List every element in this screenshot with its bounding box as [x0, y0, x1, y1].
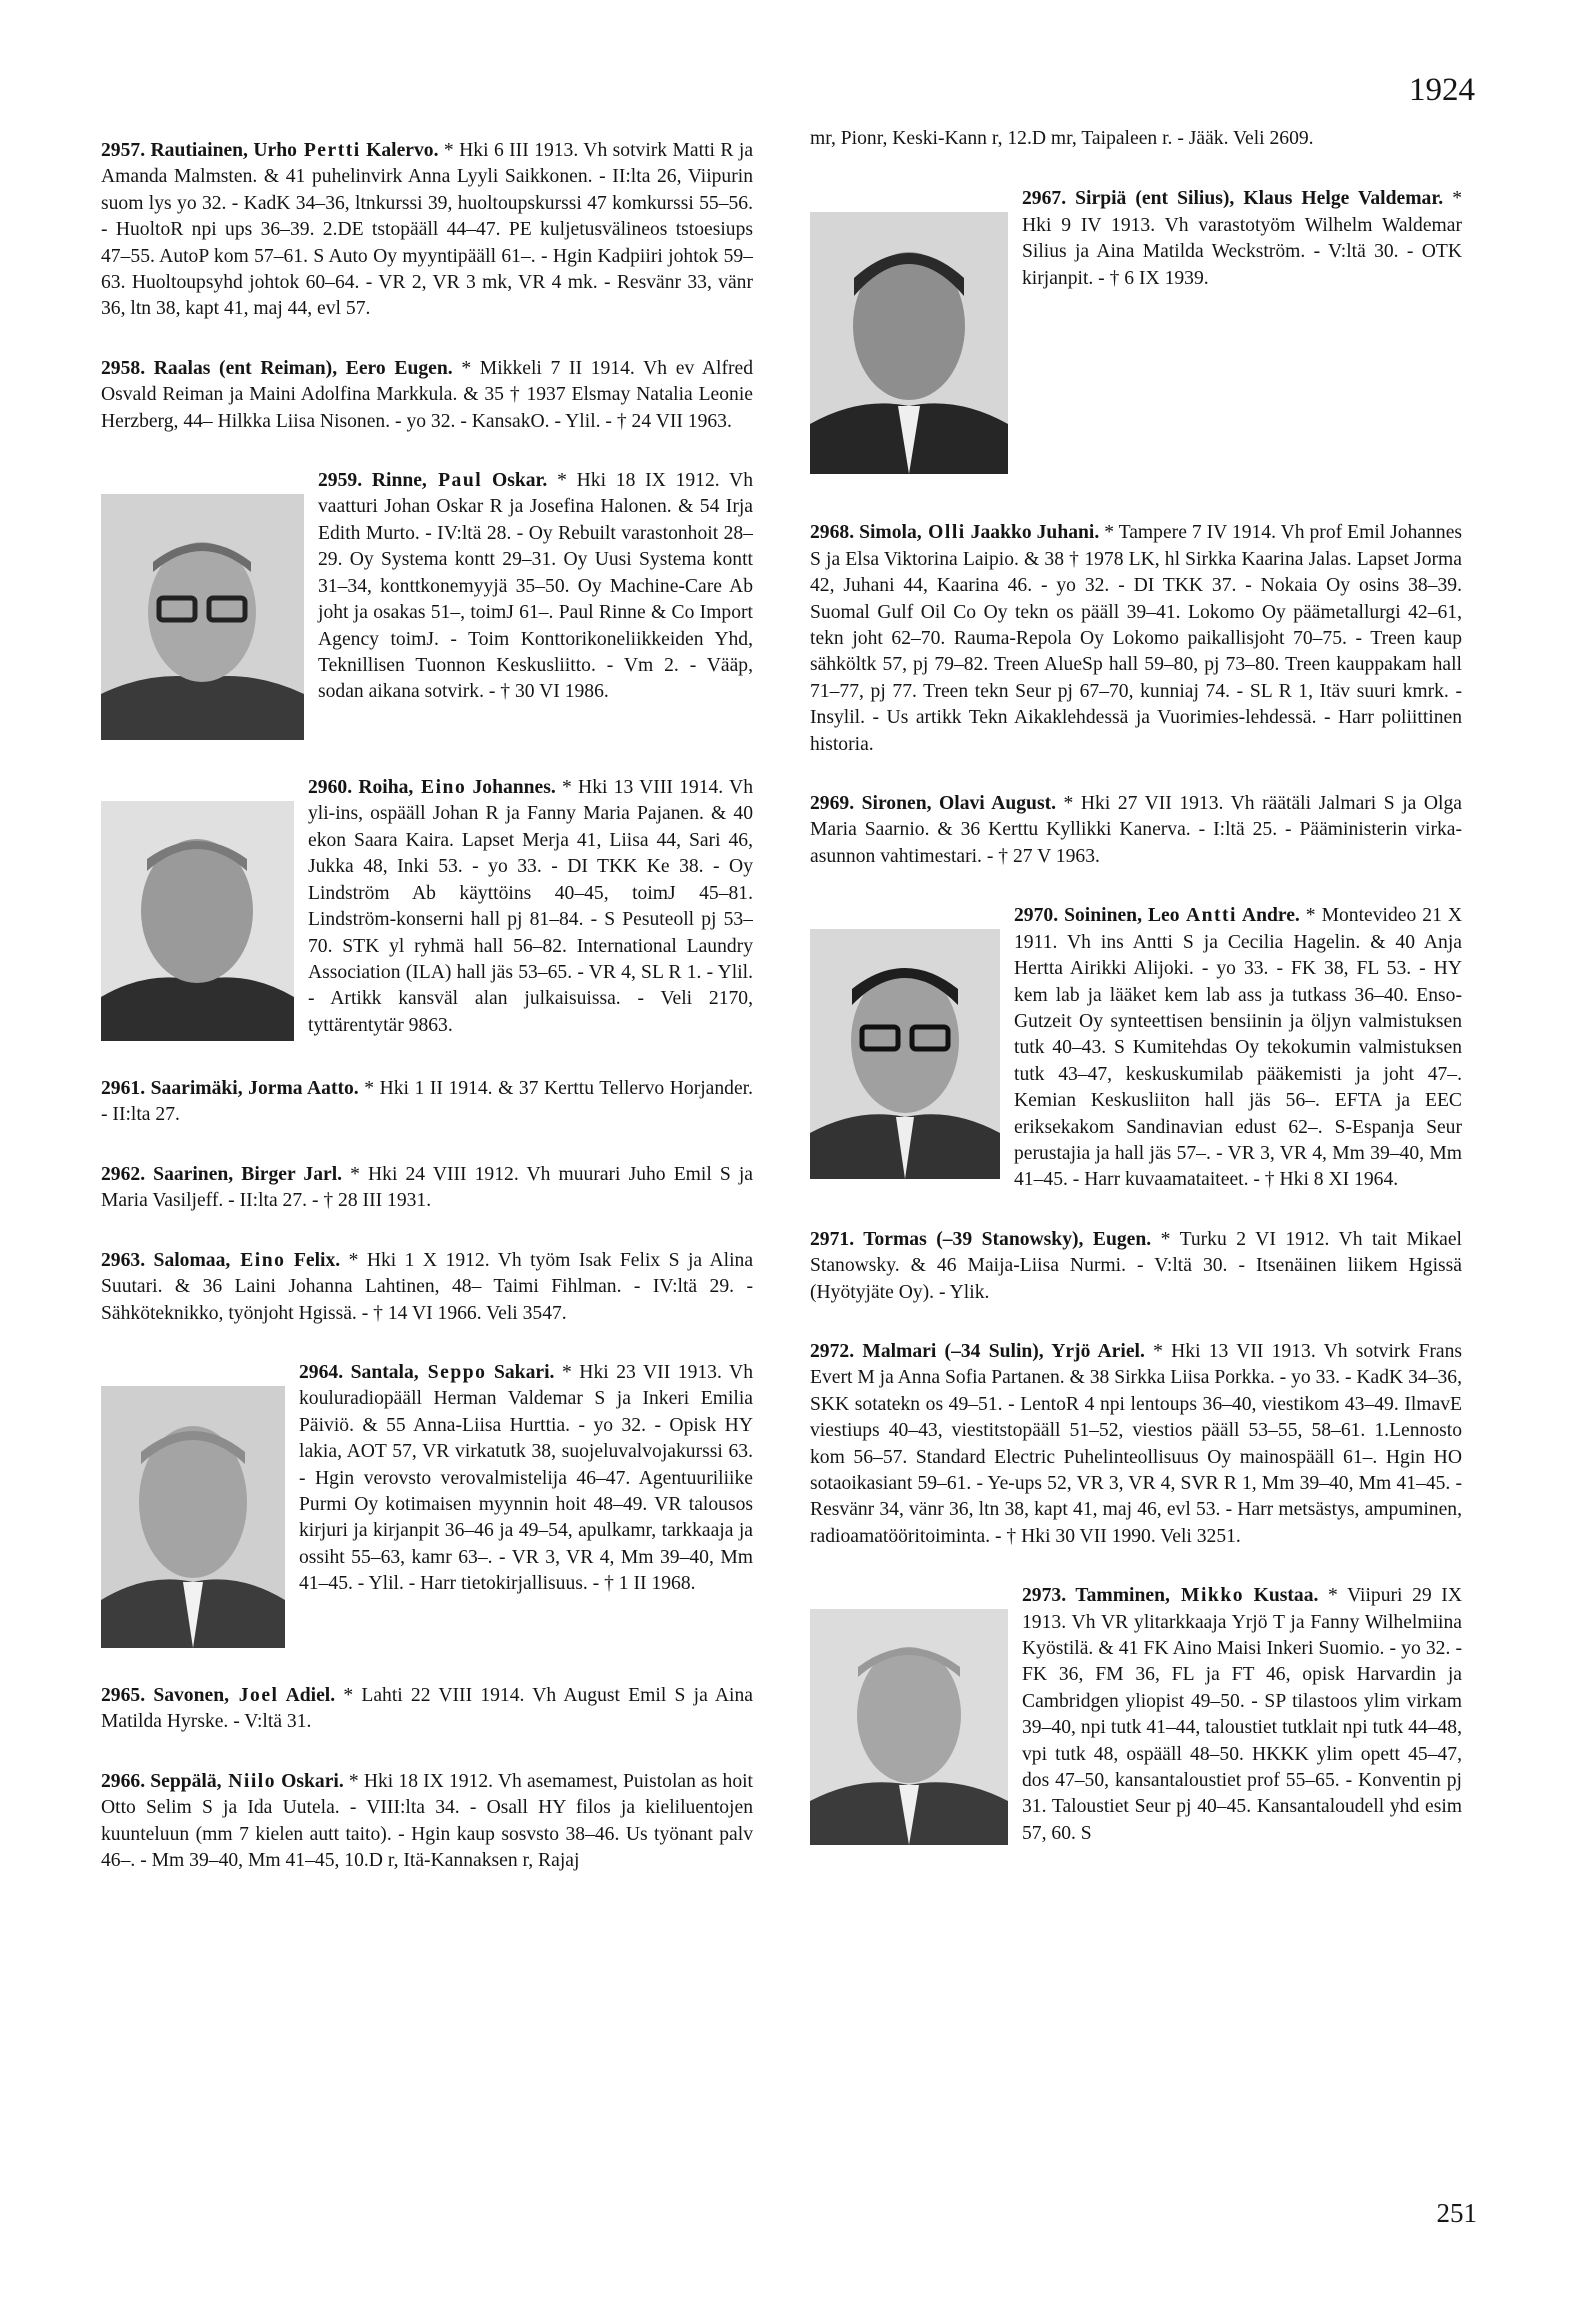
entry-given-rest: Oskar.	[482, 470, 548, 492]
entry-given-rest: Adiel.	[278, 1684, 336, 1706]
entry-body: * Hki 6 III 1913. Vh sotvirk Matti R ja Amanda Malmsten. & 41 puhelinvirk Anna Lyyli Saikkonen. - II:lta 26, Viipurin suom lys yo 32. - KadK 34–36, ltnkurssi 39, huoltoupskurssi 47 komkurssi 55–56. - HuoltoR npi ups 36–39. 2.DE tstopääll 44–47. PE kuljetusvälineos tstoesiups 47–55. AutoP kom 57–61. S Auto Oy myyntipääll 61–. - Hgin Kadpiiri johtok 59–63. Huoltoupsyhd johtok 60–64. - VR 2, VR 3 mk, VR 4 mk. - Resvänr 33, vänr 36, ltn 38, kapt 41, maj 44, evl 57.	[101, 140, 753, 320]
entry-name: Roiha,	[358, 777, 414, 799]
entry-2971: 2971. Tormas (–39 Stanowsky), Eugen. * Turku 2 VI 1912. Vh tait Mikael Stanowsky. & 46 Maija-Liisa Nurmi. - V:ltä 30. - Itsenäinen liikem Hgissä (Hyötyjäte Oy). - Ylik.	[810, 1228, 1462, 1303]
left-column	[101, 138, 753, 1907]
entry-name: Simola,	[859, 522, 922, 544]
entry-2959: 2959. Rinne, Paul Oskar. * Hki 18 IX 1912. Vh vaatturi Johan Oskar R ja Josefina Halonen. & 54 Irja Edith Murto. - IV:ltä 28. - Oy Rebuilt varastonhoit 28–29. Oy Systema kontt 29–31. Oy Uusi Systema kontt 31–34, konttkonemyyjä 35–50. Oy Machine-Care Ab joht ja osakas 51–, toimJ 61–. Paul Rinne & Co Import Agency toimJ. - Toim Konttorikoneliikkeiden Yhd, Teknillisen Tuonnon Keskusliitto. - Vm 2. - Vääp, sodan aikana sotvirk. - † 30 VI 1986.	[101, 468, 753, 742]
portrait-photo	[101, 1386, 285, 1648]
entry-given-name: Niilo	[221, 1770, 277, 1792]
entry-2958: 2958. Raalas (ent Reiman), Eero Eugen. * Mikkeli 7 II 1914. Vh ev Alfred Osvald Reiman ja Maini Adolfina Markkula. & 35 † 1937 Elsmay Natalia Leonie Herzberg, 44– Hilkka Liisa Nisonen. - yo 32. - KansakO. - Ylil. - † 24 VII 1963.	[101, 357, 753, 432]
entry-body: * Hki 13 VII 1913. Vh sotvirk Frans Evert M ja Anna Sofia Partanen. & 38 Sirkka Liisa Porkka. - yo 33. - KadK 34–36, SKK sotatekn os 49–51. - LentoR 4 npi lentoups 36–40, viestikom 43–49. IlmavE viestiups 40–43, viestitstopääll 51–52, viestios pääll 53–55, 58–61. 1.Lennosto kom 56–57. Standard Electric Puhelinteollisuus Oy mainospääll 61–. Hgin HO sotaoikasiant 59–61. - Ye-ups 52, VR 3, VR 4, SVR R 1, Mm 39–40, Mm 41–45. - Resvänr 34, vänr 36, ltn 38, kapt 41, maj 46, evl 53. - Harr metsästys, ampuminen, radioamatööritoiminta. - † Hki 30 VII 1990. Veli 3251.	[810, 1340, 1462, 1547]
portrait-photo	[810, 1609, 1008, 1845]
portrait-photo	[101, 801, 294, 1041]
entry-name: Rinne,	[371, 470, 427, 492]
entry-body: * Mikkeli 7 II 1914. Vh ev Alfred Osvald Reiman ja Maini Adolfina Markkula. & 35 † 1937 Elsmay Natalia Leonie Herzberg, 44– Hilkka Liisa Nisonen. - yo 32. - KansakO. - Ylil. - † 24 VII 1963.	[101, 357, 753, 432]
entry-body: * Viipuri 29 IX 1913. Vh VR ylitarkkaaja Yrjö T ja Fanny Wilhelmiina Kyöstilä. & 41 FK Aino Maisi Inkeri Suomio. - yo 32. - FK 36, FM 36, FL ja FT 46, opisk Harvardin ja Cambridgen yliopist 49–50. - SP tilastoos ylim virkam 39–40, npi tutk 41–44, taloustiet tutklait npi tutk 44–48, vpi tutk 48, ospääll 48–50. HKKK ylim opett 45–47, dos 47–50, kansantaloustiet prof 55–65. - Konventin pj 31. Taloustiet Seur pj 40–45. Kansantaloudell yhd esim 57, 60. S	[1022, 1585, 1462, 1844]
entry-number: 2959	[318, 470, 358, 492]
entry-2969: 2969. Sironen, Olavi August. * Hki 27 VII 1913. Vh räätäli Jalmari S ja Olga Maria Saarnio. & 36 Kerttu Kyllikki Kanerva. - I:ltä 25. - Pääministerin virka-asunnon vahtimestari. - † 27 V 1963.	[810, 793, 1462, 867]
entry-body: * Tampere 7 IV 1914. Vh prof Emil Johannes S ja Elsa Viktorina Laipio. & 38 † 1978 LK, hl Sirkka Kaarina Jalas. Lapset Jorma 42, Juhani 44, Kaarina 46. - yo 32. - DI TKK 37. - Nokaia Oy osins 38–39. Suomal Gulf Oil Co Oy tekn os pääll 39–41. Lokomo Oy päämetallurgi 42–61, tekn joht 62–70. Rauma-Repola Oy Lokomo paikallisjoht 70–75. - Treen kaup sähköltk 57, pj 79–82. Treen AlueSp hall 59–80, pj 73–80. Treen kauppakam hall 71–77, pj 77. Treen tekn Seur pj 67–70, kunniaj 74. - SL R 1, Itäv suuri kmrk. - Insylil. - Us artikk Tekn Aikaklehdessä ja Vuorimies-lehdessä. - Harr poliittinen historia.	[810, 522, 1462, 755]
entry-name: Rautiainen, Urho	[150, 140, 297, 161]
entry-name: Malmari (–34 Sulin), Yrjö Ariel.	[862, 1340, 1145, 1362]
entry-number: 2957	[101, 140, 141, 161]
entry-given-name: Seppo	[418, 1361, 487, 1383]
entry-name: Seppälä,	[150, 1770, 222, 1792]
entry-2960: 2960. Roiha, Eino Johannes. * Hki 13 VIII 1914. Vh yli-ins, ospääll Johan R ja Fanny Maria Pajanen. & 40 ekon Saara Kaira. Lapset Merja 41, Liisa 44, Sari 46, Jukka 48, Inki 53. - yo 33. - DI TKK Ke 38. - Oy Lindström Ab käyttöins 40–45, toimJ 45–81. Lindström-konserni hall pj 81–84. - S Pesuteoll pj 53–70. STK yl ryhmä hall 56–82. International Laundry Association (ILA) hall jäs 53–65. - VR 4, SL R 1. - Ylil. - Artikk kansväl alan julkaisuissa. - Veli 2170, tyttärentytär 9863.	[101, 775, 753, 1043]
entry-name: Saarinen, Birger Jarl.	[153, 1163, 343, 1185]
entry-body: mr, Pionr, Keski-Kann r, 12.D mr, Taipaleen r. - Jääk. Veli 2609.	[810, 128, 1314, 149]
entry-2973: 2973. Tamminen, Mikko Kustaa. * Viipuri 29 IX 1913. Vh VR ylitarkkaaja Yrjö T ja Fanny Wilhelmiina Kyöstilä. & 41 FK Aino Maisi Inkeri Suomio. - yo 32. - FK 36, FM 36, FL ja FT 46, opisk Harvardin ja Cambridgen yliopist 49–50. - SP tilastoos ylim virkam 39–40, npi tutk 41–44, taloustiet tutklait npi tutk 44–48, vpi tutk 48, ospääll 48–50. HKKK ylim opett 45–47, dos 47–50, kansantaloustiet prof 55–65. - Konventin pj 31. Taloustiet Seur pj 40–45. Kansantaloudell yhd esim 57, 60. S	[810, 1583, 1462, 1847]
entry-body: * Hki 24 VIII 1912. Vh muurari Juho Emil S ja Maria Vasiljeff. - II:lta 27. - † 28 III 1931.	[101, 1163, 753, 1212]
page-year: 1924	[1409, 72, 1475, 108]
entry-number: 2963	[101, 1249, 141, 1271]
page-number: 251	[1436, 2198, 1477, 2228]
entry-number: 2967	[1022, 188, 1062, 210]
entry-name: Sirpiä (ent Silius), Klaus Helge Valdemar.	[1075, 188, 1444, 210]
entry-body: * Hki 27 VII 1913. Vh räätäli Jalmari S ja Olga Maria Saarnio. & 36 Kerttu Kyllikki Kanerva. - I:ltä 25. - Pääministerin virka-asunnon vahtimestari. - † 27 V 1963.	[810, 793, 1462, 867]
entry-body: * Hki 18 IX 1912. Vh asemamest, Puistolan as hoit Otto Selim S ja Ida Uutela. - VIII:lta 34. - Osall HY filos ja kieliluentojen kuunteluun (mm 7 kielen autt taito). - Hgin kaup sosvsto 38–46. Us työnant palv 46–. - Mm 39–40, Mm 41–45, 10.D r, Itä-Kannaksen r, Rajaj	[101, 1770, 753, 1871]
entry-given-name: Paul	[426, 470, 483, 492]
entry-body: * Hki 1 II 1914. & 37 Kerttu Tellervo Horjander. - II:lta 27.	[101, 1078, 753, 1126]
entry-2961: 2961. Saarimäki, Jorma Aatto. * Hki 1 II 1914. & 37 Kerttu Tellervo Horjander. - II:lta 27.	[101, 1078, 753, 1126]
entry-body: * Hki 23 VII 1913. Vh kouluradiopääll Herman Valdemar S ja Inkeri Emilia Päiviö. & 55 Anna-Liisa Hurttia. - yo 32. - Opisk HY lakia, AOT 57, VR virkatutk 38, suojeluvalvojakurssi 63. - Hgin verovsto verovalmistelija 46–47. Agentuuriliike Purmi Oy kotimaisen myynnin hoit 48–49. VR talousos kirjuri ja kirjanpit 36–46 ja 49–54, apulkamr, tarkkaaja ja ossiht 55–63, kamr 63–. - VR 3, VR 4, Mm 39–40, Mm 41–45. - Ylil. - Harr tietokirjallisuus. - † 1 II 1968.	[299, 1361, 753, 1595]
entry-2970: 2970. Soininen, Leo Antti Andre. * Montevideo 21 X 1911. Vh ins Antti S ja Cecilia Hagelin. & 40 Anja Hertta Airikki Alijoki. - yo 33. - FK 38, FL 53. - HY kem lab ja lääket kem lab ass ja tutkass 36–40. Enso-Gutzeit Oy synteettisen bensiinin ja öljyn valmistuksen tutk 40–43. S Kumitehdas Oy tekokumin valmistuksen tutk 43–47, keskuskumilab pääkemisti ja joht 47–. Kemian Keskusliiton hall jäs 56–. EFTA ja EEC eriksekakom Sandinavian edust 62–. S-Espanja Seur perustajia ja hall jäs 57–. - VR 3, VR 4, Mm 39–40, Mm 41–45. - Harr kuvaamataiteet. - † Hki 8 XI 1964.	[810, 903, 1462, 1193]
entry-given-rest: Johannes.	[466, 777, 556, 799]
entry-2965: 2965. Savonen, Joel Adiel. * Lahti 22 VIII 1914. Vh August Emil S ja Aina Matilda Hyrske. - V:ltä 31.	[101, 1684, 753, 1733]
entry-given-rest: Kalervo.	[360, 140, 439, 161]
entry-given-rest: Jaakko Juhani.	[965, 522, 1100, 544]
entry-2963: 2963. Salomaa, Eino Felix. * Hki 1 X 1912. Vh työm Isak Felix S ja Alina Suutari. & 36 Laini Johanna Lahtinen, 48– Taimi Fihlman. - IV:ltä 29. - Sähköteknikko, työnjoht Hgissä. - † 14 VI 1966. Veli 3547.	[101, 1249, 753, 1324]
entry-number: 2970	[1014, 905, 1054, 927]
entry-number: 2960	[308, 777, 348, 799]
entry-name: Tamminen,	[1075, 1585, 1170, 1607]
entry-name: Raalas (ent Reiman), Eero Eugen.	[153, 357, 453, 379]
entry-number: 2965	[101, 1684, 141, 1706]
entry-2966: 2966. Seppälä, Niilo Oskari. * Hki 18 IX 1912. Vh asemamest, Puistolan as hoit Otto Selim S ja Ida Uutela. - VIII:lta 34. - Osall HY filos ja kieliluentojen kuunteluun (mm 7 kielen autt taito). - Hgin kaup sosvsto 38–46. Us työnant palv 46–. - Mm 39–40, Mm 41–45, 10.D r, Itä-Kannaksen r, Rajaj	[101, 1770, 753, 1871]
right-column	[810, 126, 1462, 1880]
entry-given-name: Eino	[413, 777, 467, 799]
entry-given-name: Pertti	[296, 140, 361, 161]
entry-body: * Lahti 22 VIII 1914. Vh August Emil S ja Aina Matilda Hyrske. - V:ltä 31.	[101, 1684, 753, 1733]
entry-number: 2964	[299, 1361, 339, 1383]
entry-given-name: Antti	[1179, 905, 1237, 927]
entry-given-rest: Kustaa.	[1244, 1585, 1319, 1607]
entry-name: Soininen, Leo	[1064, 905, 1180, 927]
entry-number: 2961	[101, 1078, 141, 1100]
entry-body: * Hki 1 X 1912. Vh työm Isak Felix S ja Alina Suutari. & 36 Laini Johanna Lahtinen, 48– Taimi Fihlman. - IV:ltä 29. - Sähköteknikko, työnjoht Hgissä. - † 14 VI 1966. Veli 3547.	[101, 1249, 753, 1324]
entry-body: * Hki 18 IX 1912. Vh vaatturi Johan Oskar R ja Josefina Halonen. & 54 Irja Edith Murto. - IV:ltä 28. - Oy Rebuilt varastonhoit 28–29. Oy Systema kontt 29–31. Oy Uusi Systema kontt 31–34, konttkonemyyjä 35–50. Oy Machine-Care Ab joht ja osakas 51–, toimJ 61–. Paul Rinne & Co Import Agency toimJ. - Toim Konttorikoneliikkeiden Yhd, Teknillisen Tuonnon Keskusliitto. - Vm 2. - Vääp, sodan aikana sotvirk. - † 30 VI 1986.	[318, 470, 753, 703]
entry-name: Santala,	[350, 1361, 419, 1383]
entry-given-rest: Oskari.	[276, 1770, 344, 1792]
entry-body: * Hki 9 IV 1913. Vh varastotyöm Wilhelm Waldemar Silius ja Aina Matilda Weckström. - V:ltä 30. - OTK kirjanpit. - † 6 IX 1939.	[1022, 188, 1462, 289]
entry-2967: 2967. Sirpiä (ent Silius), Klaus Helge Valdemar. * Hki 9 IV 1913. Vh varastotyöm Wilhelm Waldemar Silius ja Aina Matilda Weckström. - V:ltä 30. - OTK kirjanpit. - † 6 IX 1939.	[810, 186, 1462, 476]
entry-number: 2962	[101, 1163, 141, 1185]
entry-given-rest: Sakari.	[486, 1361, 555, 1383]
portrait-photo	[810, 929, 1000, 1179]
entry-body: * Turku 2 VI 1912. Vh tait Mikael Stanowsky. & 46 Maija-Liisa Nurmi. - V:ltä 30. - Itsenäinen liikem Hgissä (Hyötyjäte Oy). - Ylik.	[810, 1228, 1462, 1303]
entry-number: 2969	[810, 793, 850, 815]
entry-number: 2973	[1022, 1585, 1062, 1607]
entry-name: Salomaa,	[153, 1249, 231, 1271]
entry-name: Savonen,	[153, 1684, 229, 1706]
entry-given-name: Eino	[230, 1249, 286, 1271]
entry-2957: 2957. Rautiainen, Urho Pertti Kalervo. * Hki 6 III 1913. Vh sotvirk Matti R ja Amanda Malmsten. & 41 puhelinvirk Anna Lyyli Saikkonen. - II:lta 26, Viipurin suom lys yo 32. - KadK 34–36, ltnkurssi 39, huoltoupskurssi 47 komkurssi 55–56. - HuoltoR npi ups 36–39. 2.DE tstopääll 44–47. PE kuljetusvälineos tstoesiups 47–55. AutoP kom 57–61. S Auto Oy myyntipääll 61–. - Hgin Kadpiiri johtok 59–63. Huoltoupsyhd johtok 60–64. - VR 2, VR 3 mk, VR 4 mk. - Resvänr 33, vänr 36, ltn 38, kapt 41, maj 44, evl 57.	[101, 140, 753, 320]
entry-given-rest: Felix.	[285, 1249, 341, 1271]
entry-given-name: Olli	[921, 522, 966, 544]
entry-body: * Hki 13 VIII 1914. Vh yli-ins, ospääll Johan R ja Fanny Maria Pajanen. & 40 ekon Saara Kaira. Lapset Merja 41, Liisa 44, Sari 46, Jukka 48, Inki 53. - yo 33. - DI TKK Ke 38. - Oy Lindström Ab käyttöins 40–45, toimJ 45–81. Lindström-konserni hall pj 81–84. - S Pesuteoll pj 53–70. STK yl ryhmä hall 56–82. International Laundry Association (ILA) hall jäs 53–65. - VR 4, SL R 1. - Ylil. - Artikk kansväl alan julkaisuissa. - Veli 2170, tyttärentytär 9863.	[308, 777, 753, 1036]
entry-number: 2971	[810, 1228, 850, 1250]
entry-number: 2958	[101, 357, 141, 379]
entry-2968: 2968. Simola, Olli Jaakko Juhani. * Tampere 7 IV 1914. Vh prof Emil Johannes S ja Elsa Viktorina Laipio. & 38 † 1978 LK, hl Sirkka Kaarina Jalas. Lapset Jorma 42, Juhani 44, Kaarina 46. - yo 32. - DI TKK 37. - Nokaia Oy osins 38–39. Suomal Gulf Oil Co Oy tekn os pääll 39–41. Lokomo Oy päämetallurgi 42–61, tekn joht 62–70. Rauma-Repola Oy Lokomo paikallisjoht 70–75. - Treen kaup sähköltk 57, pj 79–82. Treen AlueSp hall 59–80, pj 73–80. Treen kauppakam hall 71–77, pj 77. Treen tekn Seur pj 67–70, kunniaj 74. - SL R 1, Itäv suuri kmrk. - Insylil. - Us artikk Tekn Aikaklehdessä ja Vuorimies-lehdessä. - Harr poliittinen historia.	[810, 522, 1462, 755]
portrait-photo	[810, 212, 1008, 474]
entry-body: * Montevideo 21 X 1911. Vh ins Antti S ja Cecilia Hagelin. & 40 Anja Hertta Airikki Alijoki. - yo 33. - FK 38, FL 53. - HY kem lab ja lääket kem lab ass ja tutkass 36–40. Enso-Gutzeit Oy synteettisen bensiinin ja öljyn valmistuksen tutk 40–43. S Kumitehdas Oy tekokumin valmistuksen tutk 43–47, keskuskumilab pääkemisti ja joht 47–. Kemian Keskusliiton hall jäs 56–. EFTA ja EEC eriksekakom Sandinavian edust 62–. S-Espanja Seur perustajia ja hall jäs 57–. - VR 3, VR 4, Mm 39–40, Mm 41–45. - Harr kuvaamataiteet. - † Hki 8 XI 1964.	[1014, 905, 1462, 1191]
entry-given-name: Mikko	[1169, 1585, 1245, 1607]
entry-continuation	[810, 126, 1462, 152]
entry-number: 2968	[810, 522, 850, 544]
entry-number: 2972	[810, 1340, 850, 1362]
entry-name: Tormas (–39 Stanowsky), Eugen.	[863, 1228, 1152, 1250]
entry-name: Saarimäki, Jorma Aatto.	[150, 1078, 359, 1100]
entry-2972: 2972. Malmari (–34 Sulin), Yrjö Ariel. * Hki 13 VII 1913. Vh sotvirk Frans Evert M ja Anna Sofia Partanen. & 38 Sirkka Liisa Porkka. - yo 33. - KadK 34–36, SKK sotatekn os 49–51. - LentoR 4 npi lentoups 36–40, viestikom 43–49. IlmavE viestiups 40–43, viestitstopääll 51–52, viestios pääll 53–55, 58–61. 1.Lennosto kom 56–57. Standard Electric Puhelinteollisuus Oy mainospääll 61–. Hgin HO sotaoikasiant 59–61. - Ye-ups 52, VR 3, VR 4, SVR R 1, Mm 39–40, Mm 41–45. - Resvänr 34, vänr 36, ltn 38, kapt 41, maj 46, evl 53. - Harr metsästys, ampuminen, radioamatööritoiminta. - † Hki 30 VII 1990. Veli 3251.	[810, 1340, 1462, 1547]
entry-given-rest: Andre.	[1237, 905, 1300, 927]
entry-number: 2966	[101, 1770, 141, 1792]
entry-name: Sironen, Olavi August.	[861, 793, 1057, 815]
entry-given-name: Joel	[229, 1684, 279, 1706]
entry-2964: 2964. Santala, Seppo Sakari. * Hki 23 VII 1913. Vh kouluradiopääll Herman Valdemar S ja Inkeri Emilia Päiviö. & 55 Anna-Liisa Hurttia. - yo 32. - Opisk HY lakia, AOT 57, VR virkatutk 38, suojeluvalvojakurssi 63. - Hgin verovsto verovalmistelija 46–47. Agentuuriliike Purmi Oy kotimaisen myynnin hoit 48–49. VR talousos kirjuri ja kirjanpit 36–46 ja 49–54, apulkamr, tarkkaaja ja ossiht 55–63, kamr 63–. - VR 3, VR 4, Mm 39–40, Mm 41–45. - Ylil. - Harr tietokirjallisuus. - † 1 II 1968.	[101, 1360, 753, 1650]
portrait-photo	[101, 494, 304, 740]
entry-2962: 2962. Saarinen, Birger Jarl. * Hki 24 VIII 1912. Vh muurari Juho Emil S ja Maria Vasiljeff. - II:lta 27. - † 28 III 1931.	[101, 1163, 753, 1212]
